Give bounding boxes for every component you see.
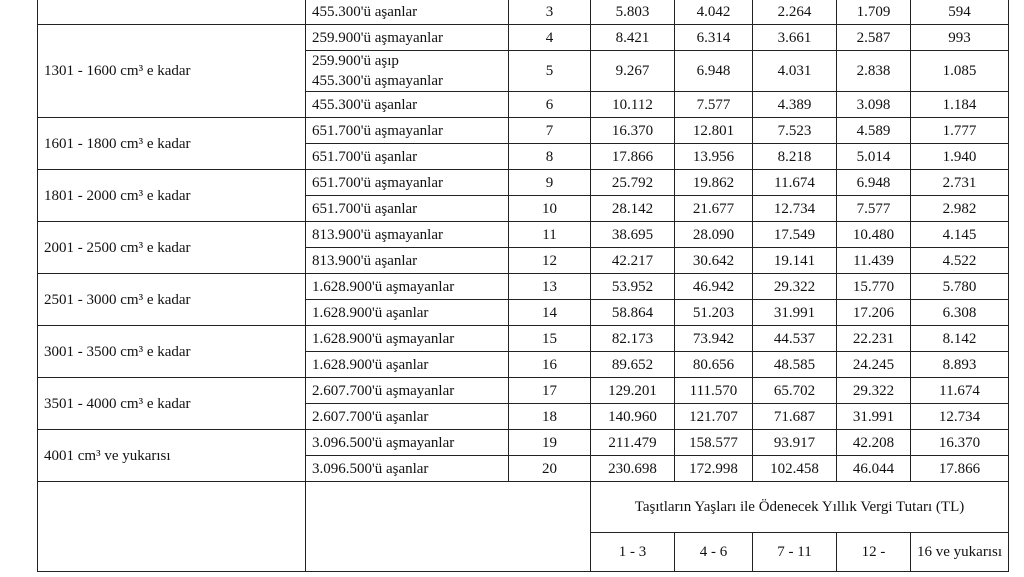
tax-amount-cell: 16.370: [911, 430, 1009, 456]
tax-amount-cell: 6.948: [675, 51, 753, 92]
age-group-cell: 7 - 11: [753, 533, 837, 572]
tax-amount-cell: 8.218: [753, 144, 837, 170]
tax-amount-cell: 21.677: [675, 196, 753, 222]
tax-amount-cell: 1.184: [911, 92, 1009, 118]
tax-amount-cell: 89.652: [591, 352, 675, 378]
tax-amount-cell: 4.522: [911, 248, 1009, 274]
tax-amount-cell: 10.112: [591, 92, 675, 118]
tax-amount-cell: 73.942: [675, 326, 753, 352]
price-limit-cell: 455.300'ü aşanlar: [306, 0, 509, 25]
tax-amount-cell: 25.792: [591, 170, 675, 196]
tax-amount-cell: 4.042: [675, 0, 753, 25]
tax-amount-cell: 29.322: [753, 274, 837, 300]
price-limit-cell: 651.700'ü aşmayanlar: [306, 170, 509, 196]
tax-amount-cell: 19.141: [753, 248, 837, 274]
engine-segment-cell: 3001 - 3500 cm³ e kadar: [38, 326, 306, 378]
tax-amount-cell: 82.173: [591, 326, 675, 352]
row-number-cell: 11: [509, 222, 591, 248]
tax-amount-cell: 4.589: [837, 118, 911, 144]
tax-amount-cell: 3.661: [753, 25, 837, 51]
tax-amount-cell: 172.998: [675, 456, 753, 482]
table-row: [38, 118, 1009, 144]
tax-amount-cell: 42.208: [837, 430, 911, 456]
tax-amount-cell: 48.585: [753, 352, 837, 378]
tax-amount-cell: 7.577: [675, 92, 753, 118]
tax-amount-cell: 121.707: [675, 404, 753, 430]
tax-amount-cell: 46.942: [675, 274, 753, 300]
engine-segment-cell: 2501 - 3000 cm³ e kadar: [38, 274, 306, 326]
table-row: [38, 170, 1009, 196]
tax-amount-cell: 1.709: [837, 0, 911, 25]
tax-amount-cell: 38.695: [591, 222, 675, 248]
row-number-cell: 5: [509, 51, 591, 92]
tax-amount-cell: 8.893: [911, 352, 1009, 378]
tax-amount-cell: 16.370: [591, 118, 675, 144]
price-limit-cell: 2.607.700'ü aşanlar: [306, 404, 509, 430]
row-number-cell: 8: [509, 144, 591, 170]
tax-amount-cell: 93.917: [753, 430, 837, 456]
price-limit-line: 259.900'ü aşıp: [312, 53, 399, 69]
price-limit-cell: 1.628.900'ü aşanlar: [306, 300, 509, 326]
tax-amount-cell: 28.142: [591, 196, 675, 222]
price-limit-cell: 651.700'ü aşanlar: [306, 196, 509, 222]
table-row: [38, 0, 1009, 25]
tax-amount-cell: 1.085: [911, 51, 1009, 92]
table-row: [38, 274, 1009, 300]
tax-amount-cell: 1.940: [911, 144, 1009, 170]
tax-amount-cell: 993: [911, 25, 1009, 51]
tax-amount-cell: 4.145: [911, 222, 1009, 248]
price-limit-cell: 1.628.900'ü aşanlar: [306, 352, 509, 378]
tax-amount-cell: 3.098: [837, 92, 911, 118]
age-group-cell: 1 - 3: [591, 533, 675, 572]
age-header-row: [38, 482, 1009, 533]
price-limit-cell: 3.096.500'ü aşmayanlar: [306, 430, 509, 456]
row-number-cell: 9: [509, 170, 591, 196]
table-row: [38, 430, 1009, 456]
tax-amount-cell: 10.480: [837, 222, 911, 248]
price-limit-cell: 651.700'ü aşmayanlar: [306, 118, 509, 144]
price-limit-cell: 813.900'ü aşmayanlar: [306, 222, 509, 248]
age-group-cell: 4 - 6: [675, 533, 753, 572]
tax-amount-cell: 44.537: [753, 326, 837, 352]
tax-amount-cell: 22.231: [837, 326, 911, 352]
age-group-cell: 12 -: [837, 533, 911, 572]
tax-amount-cell: 9.267: [591, 51, 675, 92]
row-number-cell: 16: [509, 352, 591, 378]
row-number-cell: 14: [509, 300, 591, 326]
tax-amount-cell: 31.991: [753, 300, 837, 326]
tax-amount-cell: 42.217: [591, 248, 675, 274]
tax-amount-cell: 6.314: [675, 25, 753, 51]
tax-amount-cell: 17.206: [837, 300, 911, 326]
tax-amount-cell: 111.570: [675, 378, 753, 404]
table-row: [38, 378, 1009, 404]
tax-amount-cell: 8.142: [911, 326, 1009, 352]
tax-amount-cell: 12.734: [753, 196, 837, 222]
engine-segment-cell: 3501 - 4000 cm³ e kadar: [38, 378, 306, 430]
tax-amount-cell: 17.866: [591, 144, 675, 170]
tax-amount-cell: 17.549: [753, 222, 837, 248]
tax-amount-cell: 12.734: [911, 404, 1009, 430]
table-row: [38, 25, 1009, 51]
tax-amount-cell: 7.577: [837, 196, 911, 222]
price-limit-cell: 455.300'ü aşanlar: [306, 92, 509, 118]
engine-segment-cell: 4001 cm³ ve yukarısı: [38, 430, 306, 482]
tax-amount-cell: 80.656: [675, 352, 753, 378]
price-limit-cell: 651.700'ü aşanlar: [306, 144, 509, 170]
row-number-cell: 6: [509, 92, 591, 118]
tax-amount-cell: 29.322: [837, 378, 911, 404]
tax-amount-cell: 19.862: [675, 170, 753, 196]
tax-amount-cell: 594: [911, 0, 1009, 25]
price-limit-cell: 2.607.700'ü aşmayanlar: [306, 378, 509, 404]
tax-amount-cell: 11.674: [911, 378, 1009, 404]
tax-amount-cell: 102.458: [753, 456, 837, 482]
age-header-caption: Taşıtların Yaşları ile Ödenecek Yıllık Vergi Tutarı (TL): [591, 482, 1009, 533]
row-number-cell: 18: [509, 404, 591, 430]
engine-segment-cell: 1601 - 1800 cm³ e kadar: [38, 118, 306, 170]
price-limit-cell: 1.628.900'ü aşmayanlar: [306, 274, 509, 300]
tax-amount-cell: 11.674: [753, 170, 837, 196]
row-number-cell: 19: [509, 430, 591, 456]
row-number-cell: 17: [509, 378, 591, 404]
tax-amount-cell: 5.014: [837, 144, 911, 170]
price-limit-cell: 259.900'ü aşmayanlar: [306, 25, 509, 51]
tax-amount-cell: 140.960: [591, 404, 675, 430]
tax-amount-cell: 6.308: [911, 300, 1009, 326]
tax-amount-cell: 58.864: [591, 300, 675, 326]
tax-amount-cell: 7.523: [753, 118, 837, 144]
tax-amount-cell: 158.577: [675, 430, 753, 456]
tax-amount-cell: 2.587: [837, 25, 911, 51]
tax-amount-cell: 12.801: [675, 118, 753, 144]
engine-segment-cell: [38, 0, 306, 25]
tax-amount-cell: 6.948: [837, 170, 911, 196]
tax-amount-cell: 30.642: [675, 248, 753, 274]
age-group-cell: 16 ve yukarısı: [911, 533, 1009, 572]
tax-amount-cell: 17.866: [911, 456, 1009, 482]
blank-cell: [38, 482, 306, 572]
row-number-cell: 10: [509, 196, 591, 222]
engine-segment-cell: 1301 - 1600 cm³ e kadar: [38, 25, 306, 118]
row-number-cell: 13: [509, 274, 591, 300]
tax-amount-cell: 15.770: [837, 274, 911, 300]
table-row: [38, 326, 1009, 352]
tax-amount-cell: 53.952: [591, 274, 675, 300]
row-number-cell: 3: [509, 0, 591, 25]
tax-amount-cell: 31.991: [837, 404, 911, 430]
tax-amount-cell: 230.698: [591, 456, 675, 482]
tax-amount-cell: 24.245: [837, 352, 911, 378]
row-number-cell: 15: [509, 326, 591, 352]
tax-amount-cell: 2.731: [911, 170, 1009, 196]
row-number-cell: 4: [509, 25, 591, 51]
price-limit-cell: [306, 51, 509, 92]
price-limit-line: 455.300'ü aşmayanlar: [312, 73, 444, 89]
engine-segment-cell: 1801 - 2000 cm³ e kadar: [38, 170, 306, 222]
tax-amount-cell: 2.838: [837, 51, 911, 92]
tax-amount-cell: 28.090: [675, 222, 753, 248]
price-limit-cell: 813.900'ü aşanlar: [306, 248, 509, 274]
row-number-cell: 20: [509, 456, 591, 482]
tax-amount-cell: 2.264: [753, 0, 837, 25]
tax-amount-cell: 4.031: [753, 51, 837, 92]
price-limit-cell: 3.096.500'ü aşanlar: [306, 456, 509, 482]
tax-amount-cell: 129.201: [591, 378, 675, 404]
table-row: [38, 222, 1009, 248]
tax-amount-cell: 13.956: [675, 144, 753, 170]
tax-amount-cell: 71.687: [753, 404, 837, 430]
engine-segment-cell: 2001 - 2500 cm³ e kadar: [38, 222, 306, 274]
tax-amount-cell: 1.777: [911, 118, 1009, 144]
tax-amount-cell: 46.044: [837, 456, 911, 482]
tax-amount-cell: 4.389: [753, 92, 837, 118]
blank-cell: [306, 482, 591, 572]
tax-amount-cell: 11.439: [837, 248, 911, 274]
tax-amount-cell: 2.982: [911, 196, 1009, 222]
price-limit-cell: 1.628.900'ü aşmayanlar: [306, 326, 509, 352]
row-number-cell: 12: [509, 248, 591, 274]
tax-amount-cell: 5.780: [911, 274, 1009, 300]
tax-amount-cell: 65.702: [753, 378, 837, 404]
vehicle-tax-table: [37, 0, 1009, 572]
tax-amount-cell: 51.203: [675, 300, 753, 326]
row-number-cell: 7: [509, 118, 591, 144]
tax-amount-cell: 8.421: [591, 25, 675, 51]
tax-amount-cell: 5.803: [591, 0, 675, 25]
tax-amount-cell: 211.479: [591, 430, 675, 456]
